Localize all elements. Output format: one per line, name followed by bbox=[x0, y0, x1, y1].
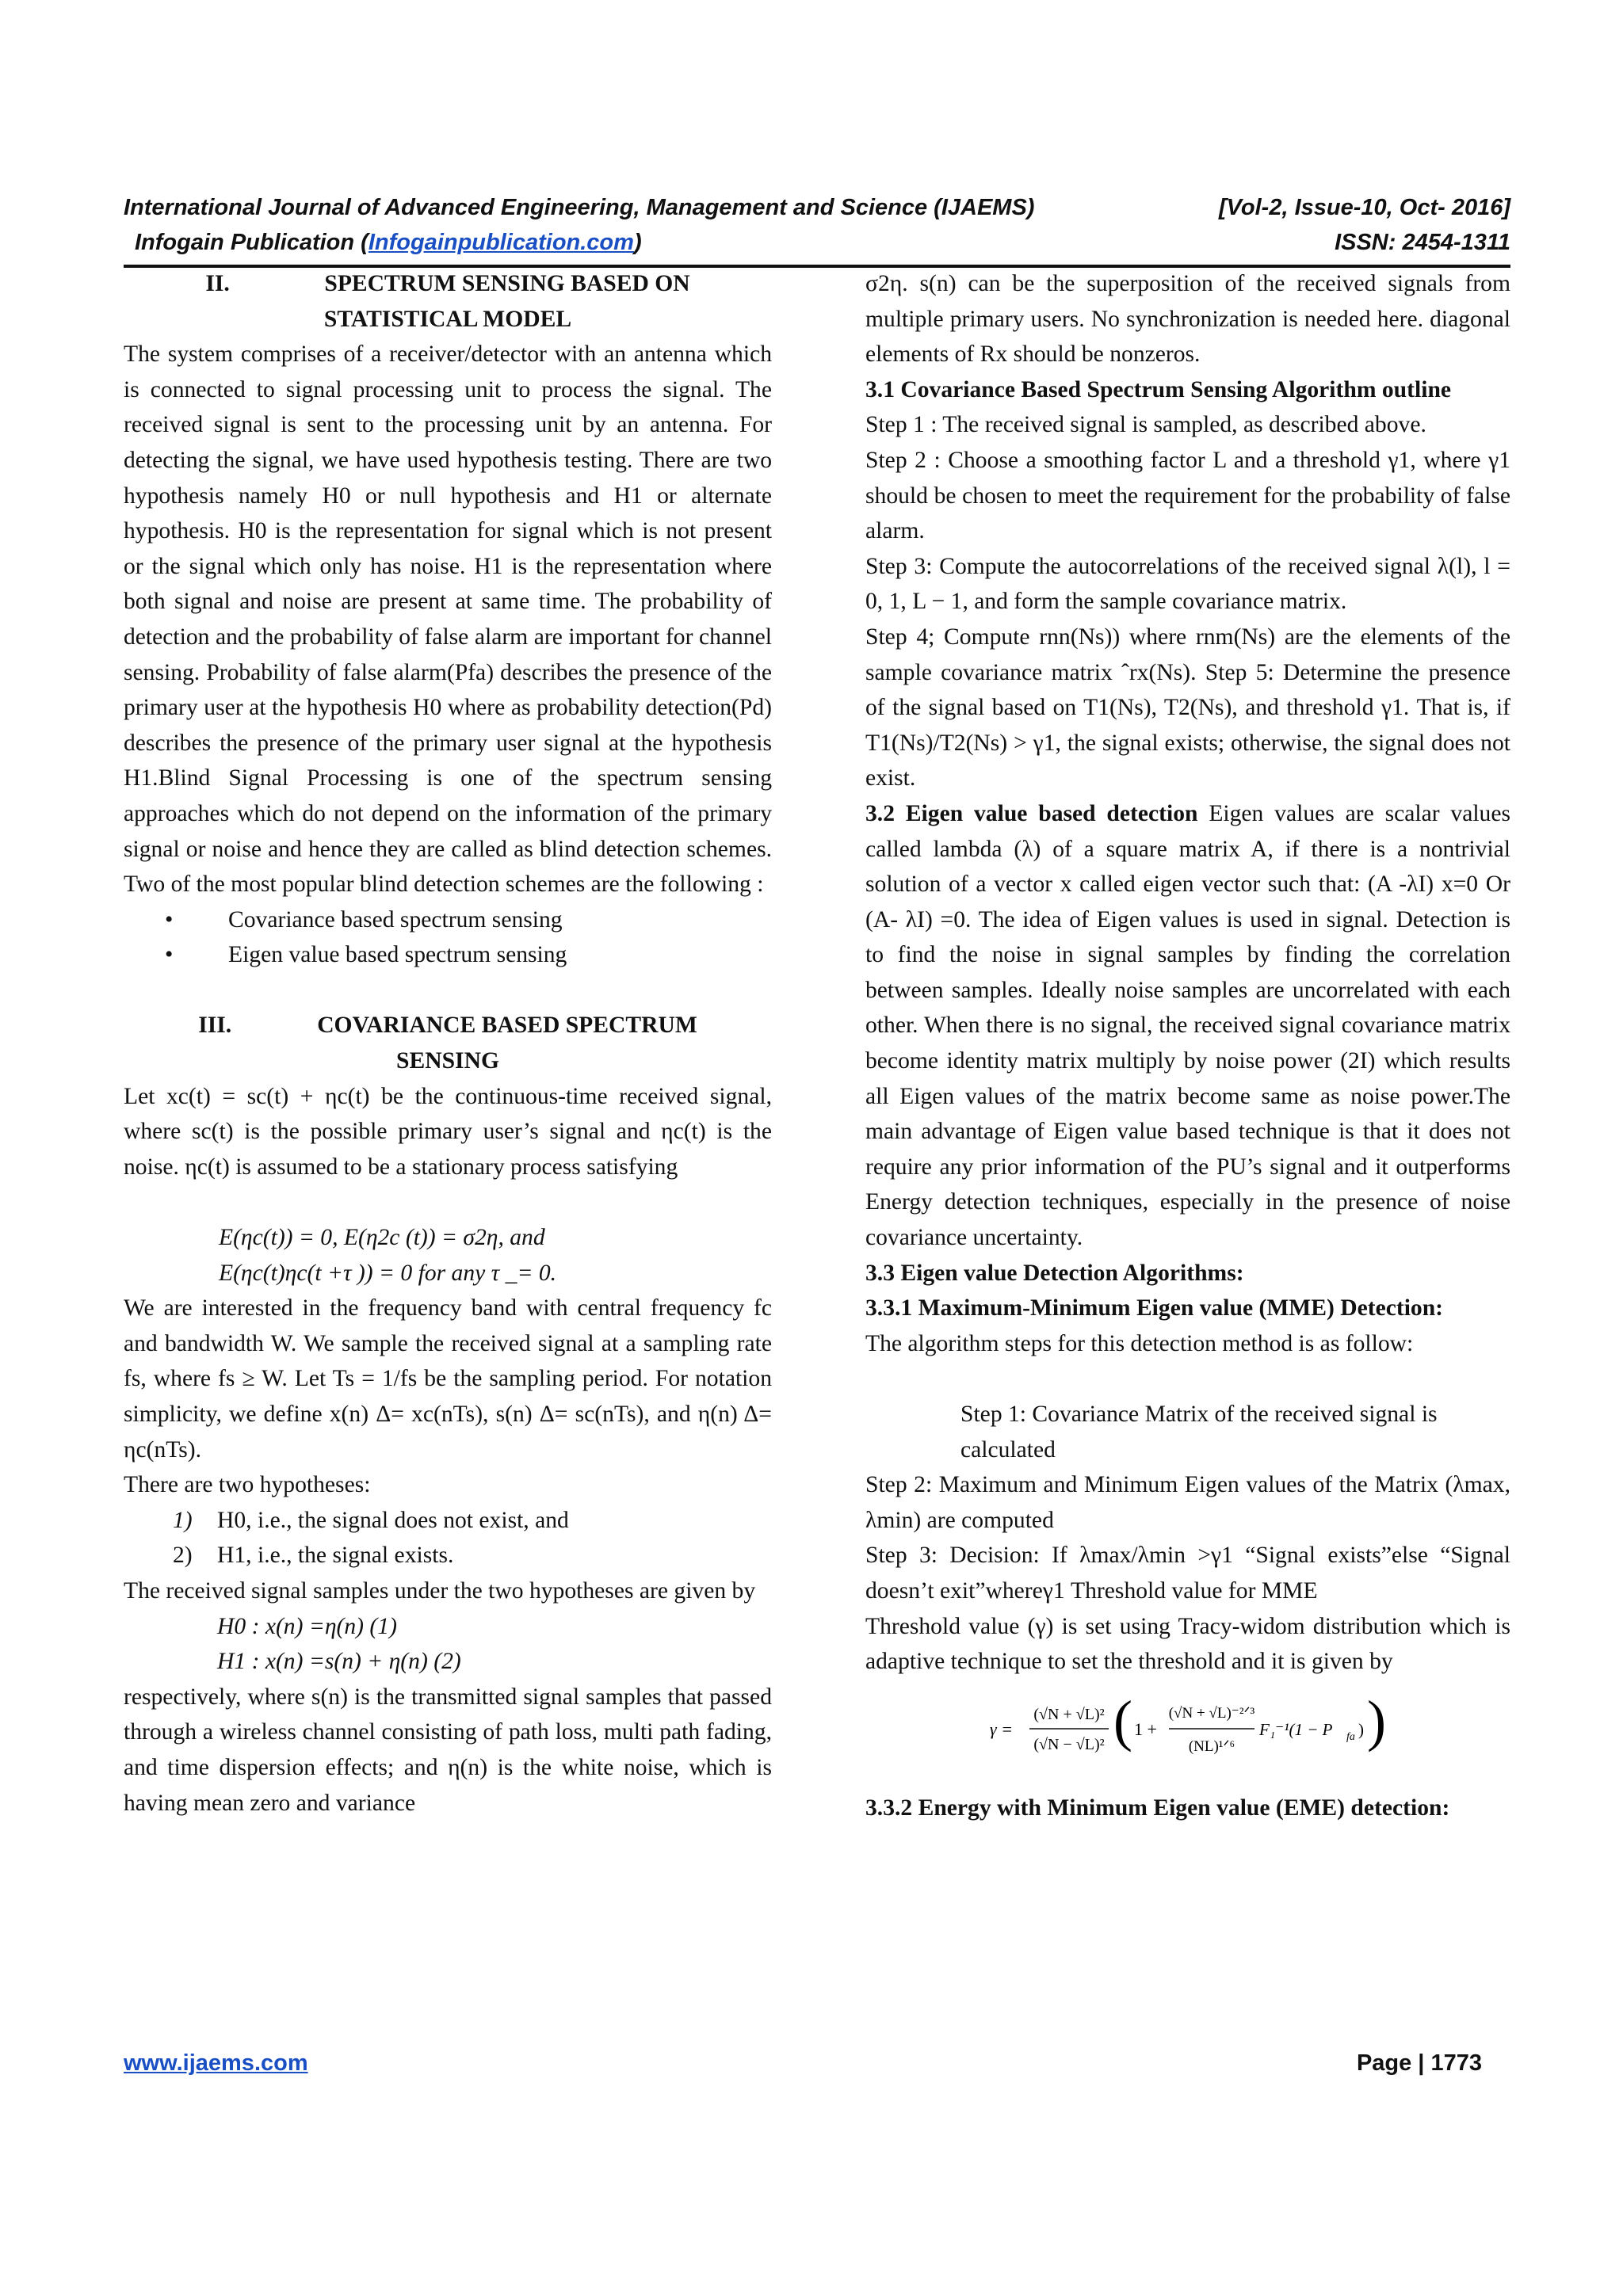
publisher-link[interactable]: Infogainpublication.com bbox=[368, 230, 634, 255]
formula-frac2-num: (√N + √L)⁻²ᐟ³ bbox=[1168, 1704, 1255, 1722]
paragraph: We are interested in the frequency band with central frequency fc and bandwidth W. We sample the received signal at a sampling rate fs, where fs ≥ W. Let Ts = 1/fs be the sampling period. For notation simplicity, we define x(n) Δ= xc(nTs), s(n) Δ= sc(nTs), and η(n) Δ= ηc(nTs). bbox=[124, 1295, 772, 1463]
section-3-heading-line2: SENSING bbox=[396, 1048, 499, 1074]
page-number: Page | 1773 bbox=[1356, 2050, 1482, 2076]
list-item: 2) H1, i.e., the signal exists. bbox=[173, 1543, 454, 1569]
list-item: • Covariance based spectrum sensing bbox=[124, 902, 772, 938]
list-item: • Eigen value based spectrum sensing bbox=[124, 937, 772, 973]
formula-frac1-den: (√N − √L)² bbox=[1033, 1735, 1105, 1753]
formula-gamma: γ = bbox=[990, 1718, 1014, 1739]
formula-frac2-den: (NL)¹ᐟ⁶ bbox=[1188, 1737, 1235, 1755]
paragraph: The algorithm steps for this detection method is as follow: bbox=[865, 1330, 1414, 1356]
section-2-heading: II. SPECTRUM SENSING BASED ON bbox=[205, 271, 690, 296]
threshold-formula bbox=[990, 1686, 1386, 1775]
subsection-3-3-heading: 3.3 Eigen value Detection Algorithms: bbox=[865, 1260, 1244, 1286]
section-2-heading-line2: STATISTICAL MODEL bbox=[323, 306, 572, 332]
paragraph: respectively, where s(n) is the transmitted signal samples that passed through a wireless channel consisting of path loss, multi path fading, and time dispersion effects; and η(n) is the white noise, which is having mean zero and variance bbox=[124, 1684, 772, 1816]
formula-F-close: ) bbox=[1358, 1719, 1364, 1739]
publisher: Infogain Publication (Infogainpublication.com) bbox=[135, 230, 642, 255]
paragraph: Threshold value (γ) is set using Tracy-widom distribution which is adaptive technique to set the threshold and it is given by bbox=[865, 1613, 1510, 1675]
journal-website-link[interactable]: www.ijaems.com bbox=[124, 2050, 308, 2076]
issn: ISSN: 2454-1311 bbox=[1335, 230, 1510, 255]
list-item: 1) H0, i.e., the signal does not exist, and bbox=[173, 1507, 569, 1533]
step: Step 3: Compute the autocorrelations of the received signal λ(l), l = 0, 1, L − 1, and form the sample covariance matrix. bbox=[865, 553, 1510, 615]
right-column bbox=[865, 266, 1510, 1825]
equation: H1 : x(n) =s(n) + η(n) (2) bbox=[217, 1649, 461, 1675]
bullet-list bbox=[124, 902, 772, 973]
page-footer bbox=[124, 2050, 1510, 2077]
step: Step 4; Compute rnn(Ns)) where rnm(Ns) are the elements of the sample covariance matrix ˆrx(Ns). Step 5: Determine the presence of the signal based on T1(Ns), T2(Ns), and threshold γ1. That is, if T1(Ns)/T2(Ns) > γ1, the signal exists; otherwise, the signal does not exist. bbox=[865, 624, 1510, 791]
paragraph: The system comprises of a receiver/detector with an antenna which is connected to signal processing unit to process the signal. The received signal is sent to the processing unit by an antenna. For detecting the signal, we have used hypothesis testing. There are two hypothesis namely H0 or null hypothesis and H1 or alternate hypothesis. H0 is the representation for signal which is not present or the signal which only has noise. H1 is the representation where both signal and noise are present at same time. The probability of detection and the probability of false alarm are important for channel sensing. Probability of false alarm(Pfa) describes the presence of the primary user at the hypothesis H0 where as probability detection(Pd) describes the presence of the primary user signal at the hypothesis H1.Blind Signal Processing is one of the spectrum sensing approaches which do not depend on the information of the primary signal or noise and hence they are called as blind detection schemes. Two of the most popular blind detection schemes are the following : bbox=[124, 341, 772, 898]
equation: E(ηc(t)ηc(t +τ )) = 0 for any τ _= 0. bbox=[219, 1260, 557, 1286]
subsection-3-1-heading: 3.1 Covariance Based Spectrum Sensing Algorithm outline bbox=[865, 376, 1452, 402]
step: Step 2 : Choose a smoothing factor L and a threshold γ1, where γ1 should be chosen to meet the requirement for the probability of false alarm. bbox=[865, 447, 1510, 544]
formula-left-paren: ( bbox=[1113, 1688, 1132, 1753]
section-3-heading: III. COVARIANCE BASED SPECTRUM bbox=[198, 1013, 697, 1039]
volume-issue: [Vol-2, Issue-10, Oct- 2016] bbox=[1218, 195, 1510, 220]
step: Step 3: Decision: If λmax/λmin >γ1 “Signal exists”else “Signal doesn’t exit”whereγ1 Threshold value for MME bbox=[865, 1543, 1510, 1604]
subsection-3-2-heading: 3.2 Eigen value based detection bbox=[865, 800, 1198, 826]
paragraph: Let xc(t) = sc(t) + ηc(t) be the continuous-time received signal, where sc(t) is the possible primary user’s signal and ηc(t) is the noise. ηc(t) is assumed to be a stationary process satisfying bbox=[124, 1083, 772, 1180]
formula-frac1-num: (√N + √L)² bbox=[1033, 1705, 1105, 1723]
journal-title: International Journal of Advanced Engineering, Management and Science (IJAEMS) bbox=[124, 195, 1035, 220]
step: Step 2: Maximum and Minimum Eigen values of the Matrix (λmax, λmin) are computed bbox=[865, 1472, 1510, 1533]
paragraph: The received signal samples under the two hypotheses are given by bbox=[124, 1577, 756, 1604]
paragraph: 3.2 Eigen value based detection Eigen values are scalar values called lambda (λ) of a square matrix A, if there is a nontrivial solution of a vector x called eigen vector such that: (A -λI) x=0 Or (A- λI) =0. The idea of Eigen values is used in signal. Detection is to find the noise in signal samples by finding the correlation between samples. Ideally noise samples are uncorrelated with each other. When there is no signal, the received signal covariance matrix become identity matrix multiply by noise power (2I) which results all Eigen values of the matrix become same as noise power.The main advantage of Eigen value based technique is that it does not require any prior information of the PU’s signal and it outperforms Energy detection techniques, especially in the presence of noise covariance uncertainty. bbox=[865, 800, 1511, 1251]
hypothesis-list bbox=[124, 1503, 772, 1573]
formula-F-sub: fa bbox=[1346, 1730, 1355, 1743]
formula-F-term: F₁⁻¹(1 − P bbox=[1259, 1719, 1333, 1739]
subsection-3-3-1-heading: 3.3.1 Maximum-Minimum Eigen value (MME) Detection: bbox=[865, 1295, 1444, 1322]
step: Step 1: Covariance Matrix of the received signal is calculated bbox=[960, 1402, 1438, 1463]
left-column bbox=[124, 266, 772, 1821]
step: Step 1 : The received signal is sampled, as described above. bbox=[865, 412, 1426, 438]
paragraph: There are two hypotheses: bbox=[124, 1472, 371, 1498]
subsection-3-3-2-heading: 3.3.2 Energy with Minimum Eigen value (EME) detection: bbox=[865, 1794, 1450, 1821]
equation: E(ηc(t)) = 0, E(η2c (t)) = σ2η, and bbox=[219, 1225, 545, 1251]
paragraph: σ2η. s(n) can be the superposition of the received signals from multiple primary users. No synchronization is needed here. diagonal elements of Rx should be nonzeros. bbox=[865, 271, 1510, 368]
formula-right-paren: ) bbox=[1367, 1688, 1386, 1753]
formula-one-plus: 1 + bbox=[1134, 1718, 1157, 1739]
equation: H0 : x(n) =η(n) (1) bbox=[217, 1613, 397, 1639]
